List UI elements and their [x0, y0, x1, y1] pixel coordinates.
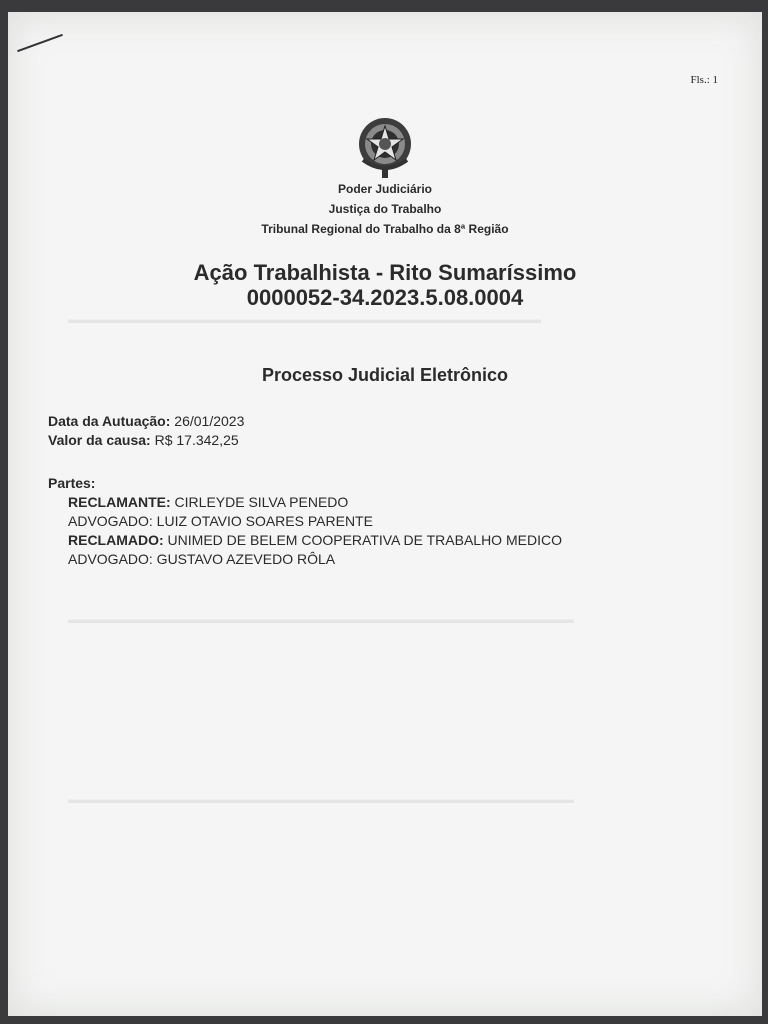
claimant-label: RECLAMANTE:: [68, 494, 171, 510]
show-through-texture: ▬▬▬▬▬▬▬▬▬▬▬▬▬▬▬▬▬▬▬▬▬▬▬▬▬▬▬▬▬▬▬▬▬▬▬▬▬▬▬▬▬▬▬▬▬▬: [68, 794, 574, 806]
claim-value-value: R$ 17.342,25: [154, 432, 239, 448]
defendant-lawyer: ADVOGADO: GUSTAVO AZEVEDO RÔLA: [68, 551, 336, 567]
claimant-lawyer: ADVOGADO: LUIZ OTAVIO SOARES PARENTE: [68, 513, 373, 529]
defendant-row: [68, 532, 562, 548]
page-number: Fls.: 1: [690, 74, 718, 86]
process-subtitle: Processo Judicial Eletrônico: [261, 365, 509, 385]
filing-date-value: 26/01/2023: [174, 413, 245, 429]
coat-of-arms-icon: [349, 110, 421, 182]
claimant-row: [68, 494, 348, 510]
parties-heading-text: Partes:: [48, 475, 96, 491]
filing-date-row: [48, 413, 244, 429]
show-through-texture: ▬▬▬▬▬▬▬▬▬▬▬▬▬▬▬▬▬▬▬▬▬▬▬▬▬▬▬▬▬▬▬▬▬▬▬▬▬▬▬▬▬▬▬▬▬▬: [68, 614, 574, 626]
case-number: 0000052-34.2023.5.08.0004: [246, 285, 524, 310]
court-tribunal: Tribunal Regional do Trabalho da 8ª Região: [261, 222, 509, 236]
claim-value-row: [48, 432, 239, 448]
court-justice: Justiça do Trabalho: [328, 202, 442, 216]
filing-date-label: Data da Autuação:: [48, 413, 171, 429]
document-page: [8, 12, 762, 1016]
show-through-texture: ▬▬▬▬▬▬▬▬▬▬▬▬▬▬▬▬▬▬▬▬▬▬▬▬▬▬▬▬▬▬▬▬▬▬▬▬▬▬▬▬▬▬▬: [68, 314, 541, 326]
case-type-title: Ação Trabalhista - Rito Sumaríssimo: [193, 260, 577, 285]
defendant-label: RECLAMADO:: [68, 532, 164, 548]
pen-mark: [17, 34, 63, 52]
defendant-name: UNIMED DE BELEM COOPERATIVA DE TRABALHO MEDICO: [167, 532, 562, 548]
claimant-name: CIRLEYDE SILVA PENEDO: [174, 494, 349, 510]
parties-heading: [48, 475, 95, 491]
claim-value-label: Valor da causa:: [48, 432, 151, 448]
court-branch: Poder Judiciário: [337, 182, 433, 196]
